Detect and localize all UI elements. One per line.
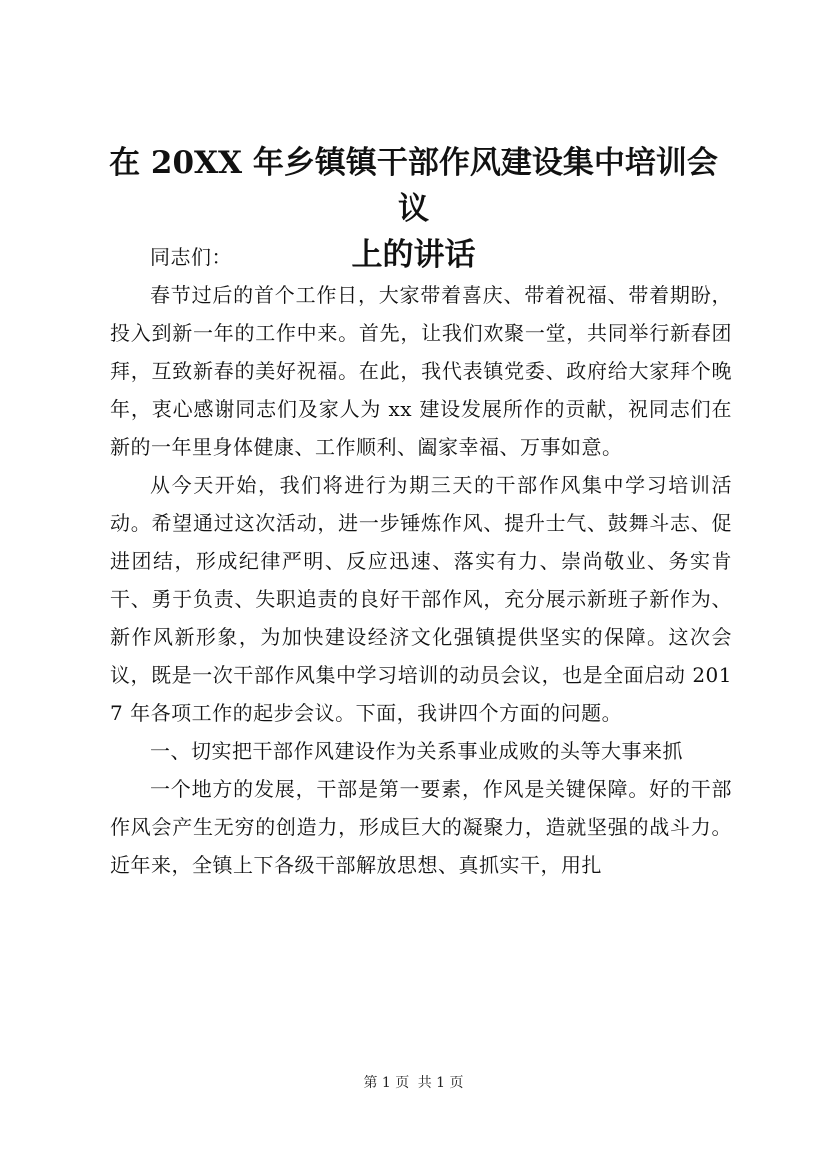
paragraph: 一个地方的发展，干部是第一要素，作风是关键保障。好的干部作风会产生无穷的创造力，形成巨大的凝聚力，造就坚强的战斗力。近年来，全镇上下各级干部解放思想、真抓实干，用扎 [110,777,732,877]
paragraph: 从今天开始，我们将进行为期三天的干部作风集中学习培训活动。希望通过这次活动，进一步锤炼作风、提升士气、鼓舞斗志、促进团结，形成纪律严明、反应迅速、落实有力、崇尚敬业、务实肯干、勇于负责、失职追责的良好干部作风，充分展示新班子新作为、新作风新形象，为加快建设经济文化强镇提供坚实的保障。这次会议，既是一次干部作风集中学习培训的动员会议，也是全面启动 2017 年各项工作的起步会议。下面，我讲四个方面的问题。 [110,473,732,725]
title-line-1: 在 20XX 年乡镇镇干部作风建设集中培训会议 [109,145,718,227]
document-body [110,238,732,884]
paragraph: 春节过后的首个工作日，大家带着喜庆、带着祝福、带着期盼，投入到新一年的工作中来。首先，让我们欢聚一堂，共同举行新春团拜，互致新春的美好祝福。在此，我代表镇党委、政府给大家拜个晚年，衷心感谢同志们及家人为 xx 建设发展所作的贡献，祝同志们在新的一年里身体健康、工作顺利、阖家幸福、万事如意。 [110,283,732,459]
page-total: 共 1 页 [417,1075,464,1091]
page-number: 第 1 页 [363,1075,410,1091]
salutation: 同志们： [150,245,232,269]
section-heading: 一、切实把干部作风建设作为关系事业成败的头等大事来抓 [150,739,683,763]
page-footer [0,1073,827,1093]
title-line-2: 上的讲话 [351,237,476,273]
